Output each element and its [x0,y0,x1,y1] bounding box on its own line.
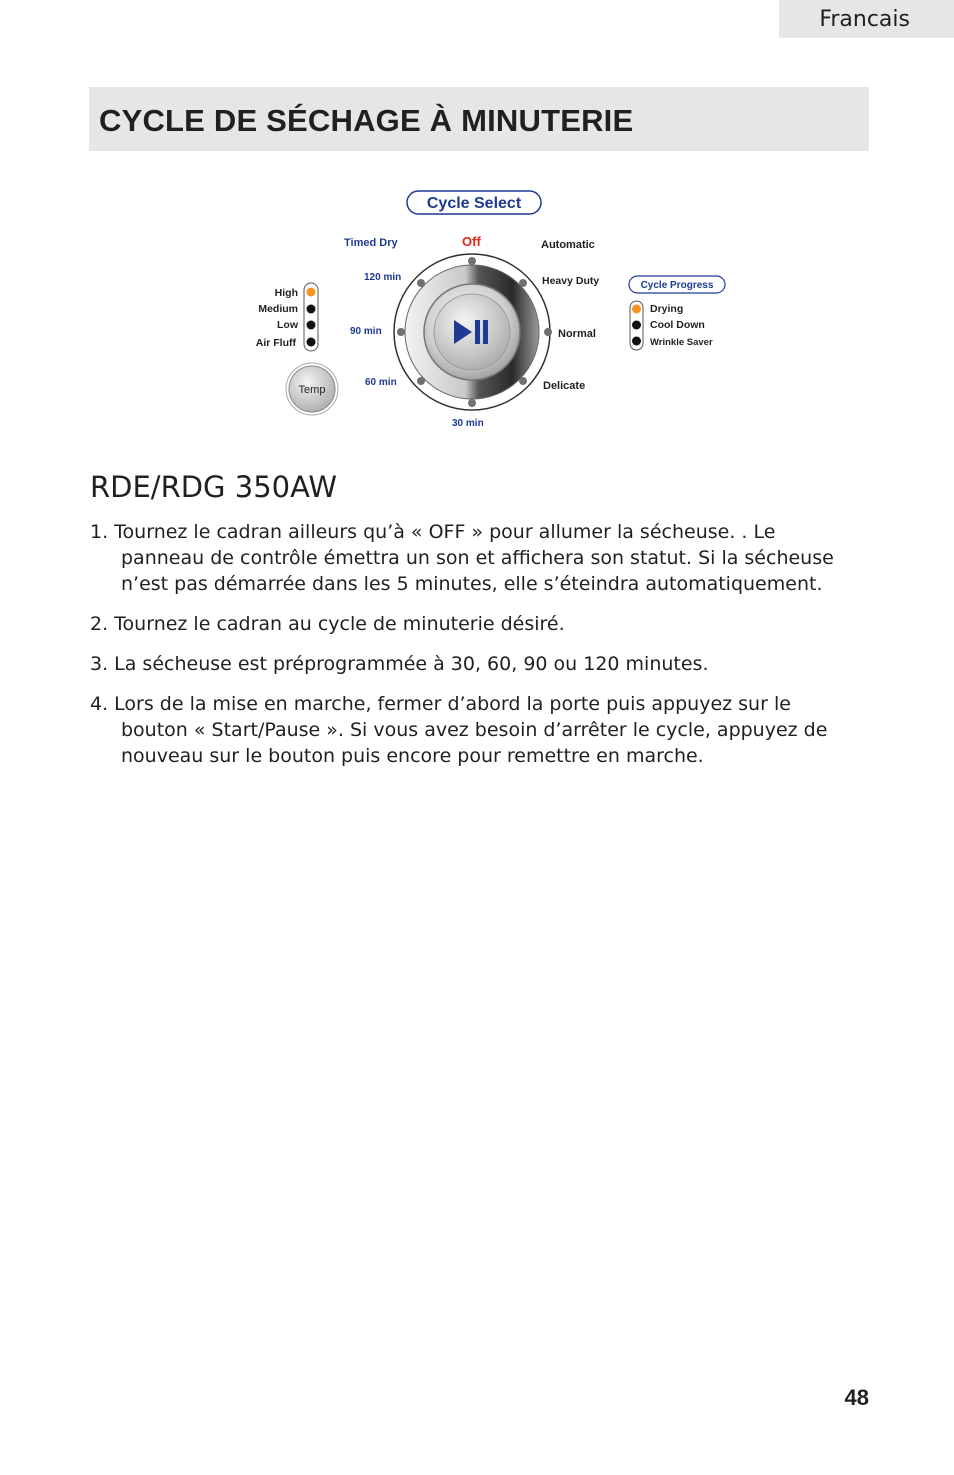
cycle-dial[interactable] [394,254,552,410]
language-tab: Francais [779,0,954,38]
min-90-label: 90 min [350,326,382,337]
led-indicator-icon [307,321,316,330]
led-indicator-icon [307,288,316,297]
normal-label: Normal [558,328,596,340]
temp-levels [256,283,318,351]
control-panel-illustration [240,184,740,434]
led-indicator-icon [632,321,641,330]
led-indicator-icon [632,305,641,314]
cycle-select-label [407,191,541,214]
control-panel-svg [240,184,740,434]
temp-level-label: Low [277,319,298,331]
instruction-list [90,519,860,783]
off-label: Off [462,234,481,249]
progress-state-label: Drying [650,303,684,315]
automatic-label: Automatic [541,239,595,251]
section-title: CYCLE DE SÉCHAGE À MINUTERIE [99,103,634,138]
min-30-label: 30 min [452,418,484,429]
timed-dry-label: Timed Dry [344,237,398,249]
cycle-select-text: Cycle Select [426,195,522,212]
instruction-step: 3. La sécheuse est préprogrammée à 30, 60, 90 ou 120 minutes. [90,653,709,675]
temp-level-label: Air Fluff [255,337,296,349]
led-indicator-icon [632,337,641,346]
temp-button[interactable] [286,363,338,415]
instruction-step: 1. Tournez le cadran ailleurs qu’à « OFF » pour allumer la sécheuse. . Le panneau de contrôle émettra un son et affichera son statut. Si la sécheuse n’est pas démarrée dans les 5 minutes, elle s’éteindra automatiquement. [90,521,834,595]
min-120-label: 120 min [364,272,402,283]
temp-level-label: Medium [258,303,298,315]
progress-state-label: Cool Down [650,319,705,331]
progress-state-label: Wrinkle Saver [650,337,713,348]
min-60-label: 60 min [365,377,397,388]
model-title: RDE/RDG 350AW [90,470,338,504]
led-indicator-icon [307,338,316,347]
page-number: 48 [844,1385,869,1410]
cycle-progress-label: Cycle Progress [640,280,714,291]
instruction-step: 4. Lors de la mise en marche, fermer d’abord la porte puis appuyez sur le bouton « Start/Pause ». Si vous avez besoin d’arrêter le cycle, appuyez de nouveau sur le bouton puis encore pour remettre en marche. [90,693,828,767]
section-banner [89,87,869,151]
heavy-duty-label: Heavy Duty [542,275,600,287]
cycle-progress [629,276,725,350]
led-indicator-icon [307,305,316,314]
instruction-step: 2. Tournez le cadran au cycle de minuterie désiré. [90,613,565,635]
temp-level-label: High [274,287,298,299]
temp-button-label: Temp [298,384,326,396]
delicate-label: Delicate [543,380,586,392]
